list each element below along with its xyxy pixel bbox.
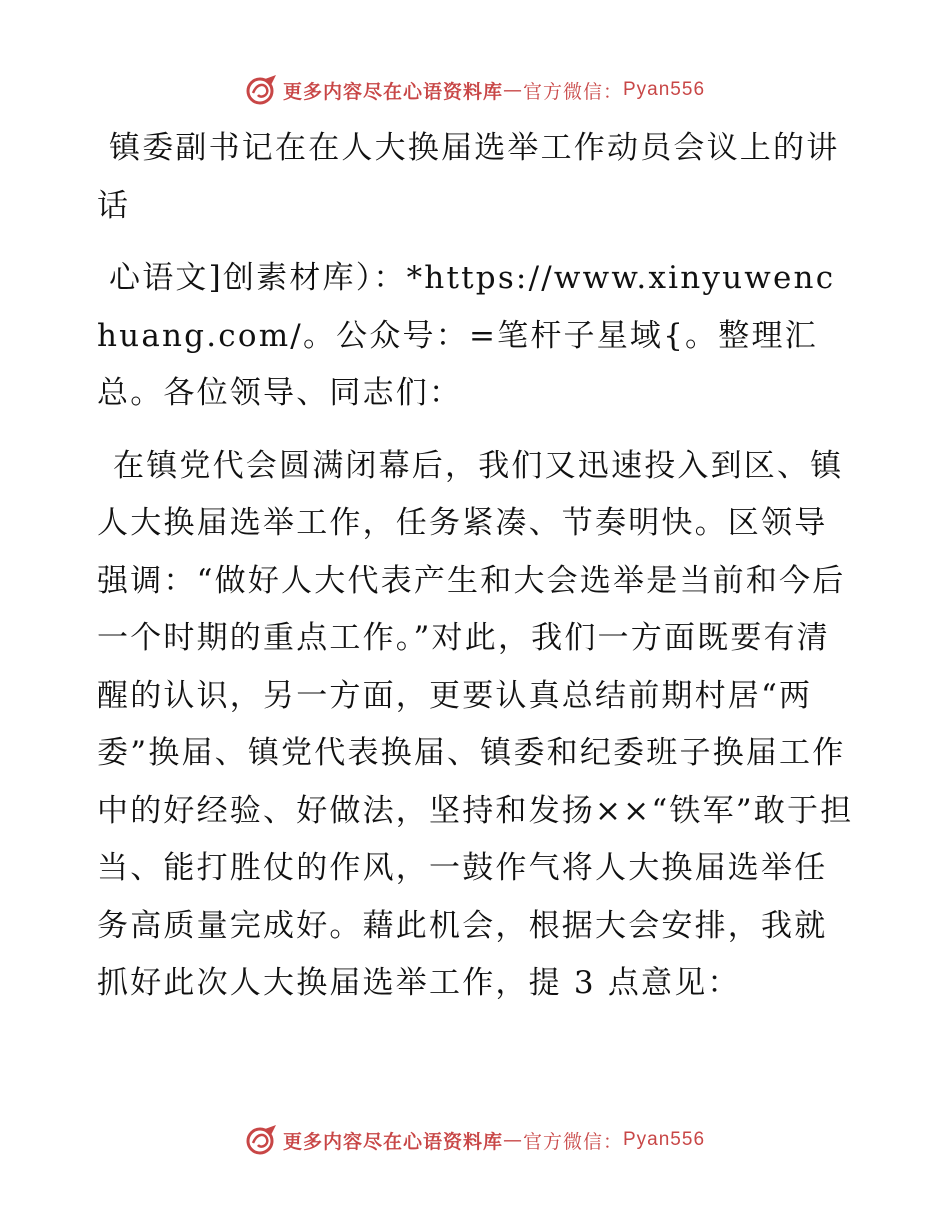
watermark-main-text: 更多内容尽在心语资料库 — [282, 80, 503, 103]
document-source-line: 心语文]创素材库）：*https://www.xinyuwenchuang.com/。公众号：=笔杆子星域{。整理汇总。各位领导、同志们： — [97, 260, 836, 411]
watermark-wechat-label: 官方微信： — [522, 1130, 623, 1153]
watermark-wechat-id: Pyan556 — [623, 79, 706, 100]
swirl-pen-logo-icon — [245, 73, 279, 107]
watermark-wechat-id: Pyan556 — [623, 1129, 706, 1150]
watermark-dash: — — [502, 79, 523, 101]
footer-watermark — [0, 1120, 950, 1160]
watermark-wechat-label: 官方微信： — [522, 80, 623, 103]
document-body — [97, 120, 857, 1013]
swirl-pen-logo-icon — [245, 1123, 279, 1157]
document-paragraph: 在镇党代会圆满闭幕后，我们又迅速投入到区、镇人大换届选举工作，任务紧凑、节奏明快。区领导强调：“做好人大代表产生和大会选举是当前和今后一个时期的重点工作。”对此，我们一方面既要有清醒的认识，另一方面，更要认真总结前期村居“两委”换届、镇党代表换届、镇委和纪委班子换届工作中的好经验、好做法，坚持和发扬××“铁军”敢于担当、能打胜仗的作风，一鼓作气将人大换届选举任务高质量完成好。藉此机会，根据大会安排，我就抓好此次人大换届选举工作，提 3 点意见： — [97, 447, 854, 1001]
document-title: 镇委副书记在在人大换届选举工作动员会议上的讲话 — [97, 130, 840, 224]
watermark-dash: — — [502, 1129, 523, 1151]
watermark-main-text: 更多内容尽在心语资料库 — [282, 1130, 503, 1153]
header-watermark — [0, 70, 950, 110]
